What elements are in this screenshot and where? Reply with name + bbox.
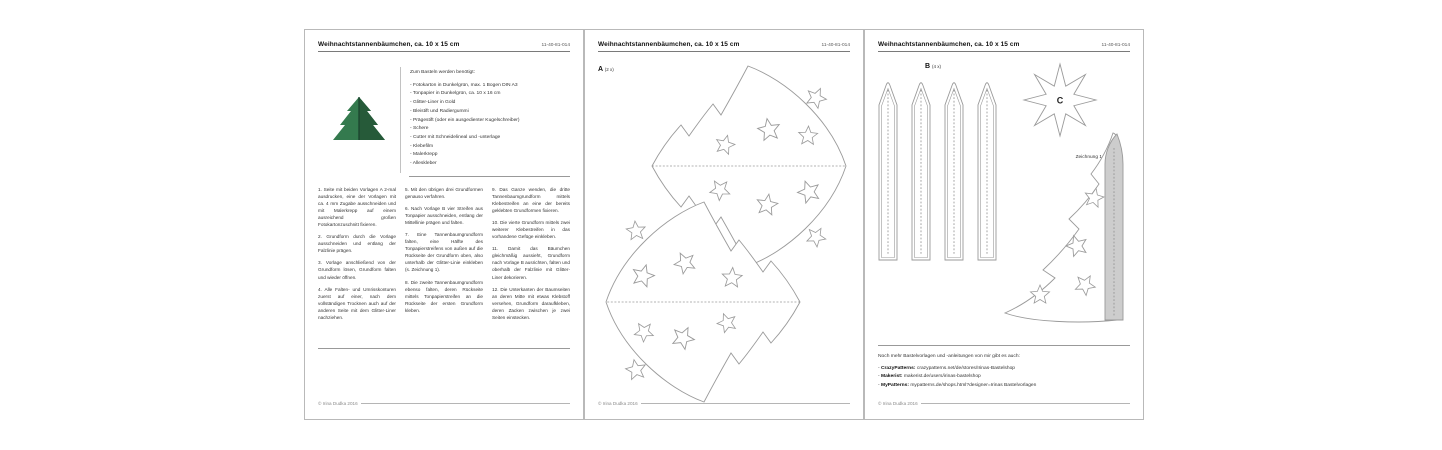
page-title: Weihnachtstannenbäumchen, ca. 10 x 15 cm: [878, 41, 1020, 48]
material-item: - Glitter-Liner in Gold: [410, 100, 456, 106]
step: 7. Eine Tannenbaumgrundform falten, eine Hälfte des Tonpapierstreifens von außen auf die Rückseite der Grundform oben, also unterhalb der Glitter-Linie einkleben (s. Zeichnung 1).: [405, 232, 483, 273]
finished-model-photo: [318, 64, 400, 176]
header-rule: [318, 51, 570, 52]
material-item: - Schere: [410, 126, 429, 132]
instruction-columns: [318, 186, 570, 326]
article-code: 11-40-81-014: [1101, 43, 1130, 48]
shop-link: [878, 373, 1130, 382]
template-b-letter: B: [925, 63, 931, 70]
assembly-drawing: [1005, 133, 1123, 322]
step: 10. Die vierte Grundform mittels zwei weiterer Klebestreifen in das vorhandene Gefüge einkleben.: [492, 220, 570, 240]
shop-url: crazypatterns.net/de/stores/Irinas-Bastelshop: [916, 365, 1016, 371]
shop-links-block: [878, 353, 1130, 390]
step: 9. Das Ganze wenden, die dritte Tannenbaumgrundform mittels Klebestreifen an eine der bereits geklebten Grundformen fixieren.: [492, 187, 570, 214]
page-header: [318, 41, 570, 52]
materials-rule: [409, 176, 570, 177]
header-rule: [598, 51, 850, 52]
bullet: -: [878, 365, 880, 371]
article-code: 11-40-81-014: [541, 43, 570, 48]
page-header: [878, 41, 1130, 52]
copyright: © Irina Dudka 2016: [598, 401, 638, 406]
steps-column-3: [492, 186, 570, 326]
shop-url: mypatterns.de/shops.html?designer=Irinas Bastelvorlagen: [910, 382, 1037, 388]
article-code: 11-40-81-014: [821, 43, 850, 48]
footer-rule: [921, 403, 1130, 404]
page-footer: [598, 401, 850, 406]
page-footer: [878, 401, 1130, 406]
step: 1. Seite mit beiden Vorlagen A 2-mal ausdrucken, eine der Vorlagen mit ca. 4 mm Zugabe ausschneiden und mit Malerkrepp auf einem ausreichend großen Fotokartonzuschnitt fixieren.: [318, 187, 396, 228]
page-title: Weihnachtstannenbäumchen, ca. 10 x 15 cm: [318, 41, 460, 48]
star-cutout: [804, 224, 830, 249]
material-item: - Cutter mit Schneidelineal und -unterlage: [410, 135, 501, 141]
material-item: - Tonpapier in Dunkelgrün, ca. 10 x 16 cm: [410, 91, 501, 97]
shop-url: makerist.de/users/irinas-bastelshop: [903, 374, 981, 380]
folded-tree-outline: [1005, 133, 1117, 322]
material-item: - Klebefilm: [410, 143, 434, 149]
shop-name: CrazyPatterns:: [881, 365, 916, 371]
page-header: [598, 41, 850, 52]
green-tree-photo: [330, 94, 388, 146]
step: 4. Alle Falten- und Umrisskonturen zuerst auf einer, nach dem vollständigen Trocknen auch auf der anderen Seite mit dem Glitter-Liner nachziehen.: [318, 286, 396, 320]
step: 2. Grundform durch die Vorlage ausschneiden und entlang der Falzlinie prägen.: [318, 234, 396, 254]
strip-template: [978, 83, 996, 260]
footer-rule: [361, 403, 570, 404]
materials-section: [318, 64, 570, 176]
step: 5. Mit den übrigen drei Grundformen genauso verfahren.: [405, 187, 483, 200]
shop-name: MyPatterns:: [881, 382, 909, 388]
steps-column-2: [405, 186, 483, 326]
strip-template: [945, 83, 963, 260]
shop-name: Makerist:: [881, 374, 903, 380]
step: 6. Nach Vorlage B vier Streifen aus Tonpapier ausschneiden, entlang der Mittellinie prägen und falten.: [405, 206, 483, 226]
template-a-count: (2 x): [604, 67, 614, 72]
template-b-count: (4 x): [932, 64, 942, 69]
page-1-instructions: [304, 29, 584, 420]
step: 3. Vorlage anschließend von der Grundform lösen, Grundform falten und wieder öffnen.: [318, 260, 396, 280]
template-a-letter: A: [598, 66, 603, 73]
tree-silhouette-shade: [359, 97, 385, 140]
strip-template: [879, 83, 897, 260]
template-a-drawing: [590, 58, 862, 410]
bullet: -: [878, 382, 880, 388]
material-item: - Fotokarton in Dunkelgrün, max. 1 Bogen DIN A3: [410, 82, 518, 88]
template-b-label: [925, 63, 941, 70]
copyright: © Irina Dudka 2016: [318, 401, 358, 406]
shops-heading: Noch mehr Bastelvorlagen und -anleitungen von mir gibt es auch:: [878, 354, 1020, 359]
section-rule: [878, 345, 1130, 346]
header-rule: [878, 51, 1130, 52]
page-title: Weihnachtstannenbäumchen, ca. 10 x 15 cm: [598, 41, 740, 48]
material-item: - Bleistift und Radiergummi: [410, 108, 469, 114]
template-a-label: [598, 66, 614, 73]
page-3-templates-b-c: [864, 29, 1144, 420]
footer-rule: [641, 403, 850, 404]
step: 8. Die zweite Tannenbaumgrundform ebenso falten, deren Rückseite mittels Tonpapierstreifen an die Rückseite der ersten Grundform kleben.: [405, 279, 483, 313]
strip-template: [912, 83, 930, 260]
steps-column-1: [318, 186, 396, 326]
section-rule: [318, 348, 570, 349]
bullet: -: [878, 374, 880, 380]
materials-list: [401, 64, 570, 176]
material-item: - Alleskleber: [410, 161, 437, 167]
page-2-template-a: [584, 29, 864, 420]
material-item: - Malerkrepp: [410, 152, 438, 158]
copyright: © Irina Dudka 2016: [878, 401, 918, 406]
shop-link: [878, 365, 1130, 374]
drawing-caption: Zeichnung 1: [1075, 155, 1102, 160]
materials-heading: Zum Basteln werden benötigt:: [410, 70, 475, 75]
star-template-label: C: [1056, 95, 1064, 106]
page-footer: [318, 401, 570, 406]
material-item: - Prägestift (oder ein ausgedienter Kugelschreiber): [410, 117, 520, 123]
step: 12. Die Unterkanten der Baumseiten an deren Mitte mit etwas Klebstoff versehen, Grundform daraufkleben, deren Zacken zwischen je zwei Seiten einstecken.: [492, 286, 570, 320]
step: 11. Damit das Bäumchen gleichmäßig aussieht, Grundform nach Vorlage B ausrichten, falten und oberhalb der Falzlinie mit Glitter-Liner dekorieren.: [492, 246, 570, 280]
shop-link: [878, 382, 1130, 391]
